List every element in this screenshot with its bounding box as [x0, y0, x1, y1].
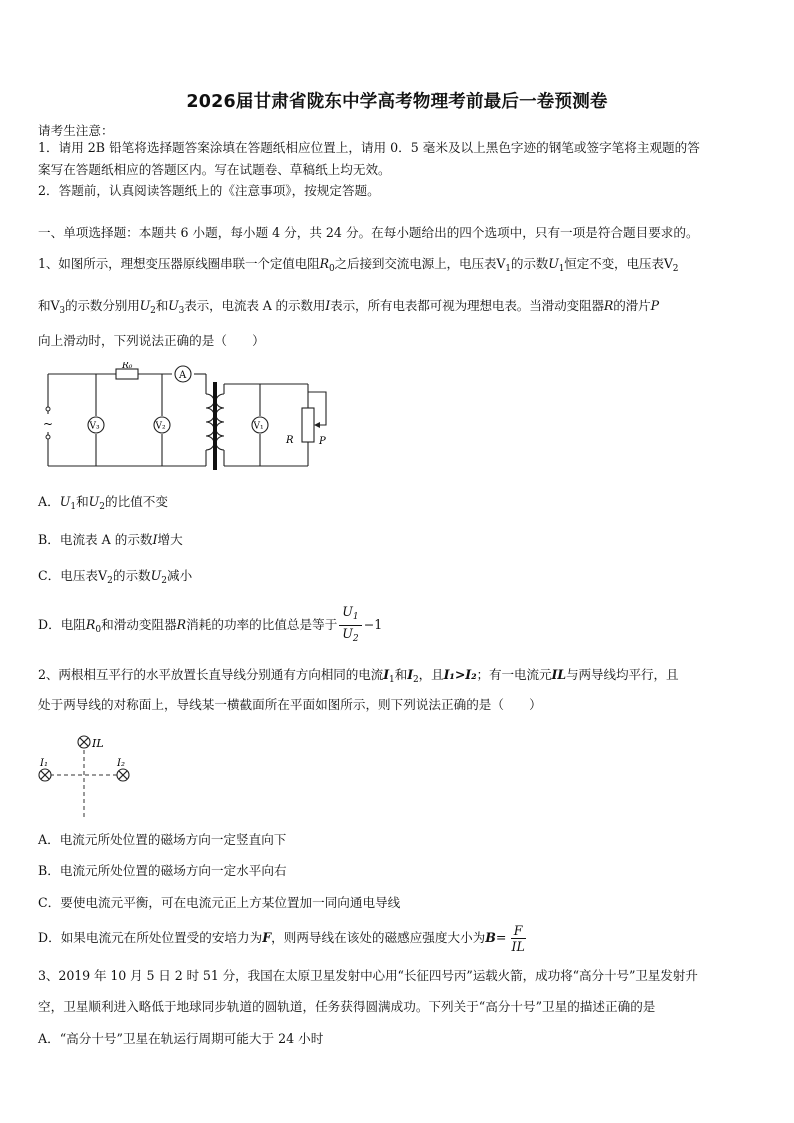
notice-item-2: 2．答题前，认真阅读答题纸上的《注意事项》，按规定答题。 — [38, 183, 380, 198]
q2-option-a: A．电流元所处位置的磁场方向一定竖直向下 — [38, 832, 287, 847]
wire-i1-icon — [39, 769, 51, 781]
notice-heading: 请考生注意： — [38, 123, 114, 138]
q2-option-b: B．电流元所处位置的磁场方向一定水平向右 — [38, 863, 287, 878]
q2-option-c: C．要使电流元平衡，可在电流元正上方某位置加一同向通电导线 — [38, 895, 401, 910]
current-element-icon — [78, 736, 90, 748]
i2-label: I₂ — [117, 758, 125, 769]
section-heading: 一、单项选择题：本题共 6 小题，每小题 4 分，共 24 分。在每小题给出的四个选项中，只有一项是符合题目要求的。 — [38, 225, 699, 240]
source-terminal-bottom — [46, 435, 50, 439]
voltmeter-v2-label: V₂ — [155, 421, 166, 432]
page-title: 2026届甘肃省陇东中学高考物理考前最后一卷预测卷 — [186, 92, 608, 112]
q1-stem-line3: 向上滑动时，下列说法正确的是（ ） — [38, 333, 265, 348]
q1-option-c: C．电压表$V_2$的示数$U_2$减小 — [38, 568, 193, 586]
q1-option-b: B．电流表 A 的示数I增大 — [38, 532, 183, 547]
ac-source-symbol: ~ — [43, 417, 54, 431]
wire-i2-icon — [117, 769, 129, 781]
rheostat-r — [302, 408, 314, 442]
q1-option-d: D．电阻$R_0$和滑动变阻器R消耗的功率的比值总是等于 $\frac{U_1}{U_2}$ −1 — [38, 604, 382, 649]
slider-label: P — [319, 436, 326, 447]
q3-stem-line2: 空，卫星顺利进入略低于地球同步轨道的圆轨道，任务获得圆满成功。下列关于“高分十号”卫星的描述正确的是 — [38, 999, 656, 1014]
voltmeter-v3-label: V₃ — [89, 421, 100, 432]
q1-option-a: A．$U_1$和$U_2$的比值不变 — [38, 494, 168, 512]
q3-stem-line1: 3、2019 年 10 月 5 日 2 时 51 分，我国在太原卫星发射中心用“长征四号丙”运载火箭，成功将“高分十号”卫星发射升 — [38, 968, 698, 983]
q3-option-a: A．“高分十号”卫星在轨运行周期可能大于 24 小时 — [38, 1031, 324, 1046]
transformer-circuit-diagram — [40, 362, 340, 474]
notice-item-1b: 案写在答题纸相应的答题区内。写在试题卷、草稿纸上均无效。 — [38, 162, 391, 177]
q2-option-d: D．如果电流元在所处位置受的安培力为F，则两导线在该处的磁感应强度大小为B= $\frac{F}{IL}$ — [38, 919, 530, 957]
i1-label: I₁ — [40, 758, 48, 769]
q2-stem-line1: 2、两根相互平行的水平放置长直导线分别通有方向相同的电流$I_1$和$I_2$，且I₁>I₂；有一电流元IL与两导线均平行，且 — [38, 667, 679, 685]
parallel-wires-diagram — [34, 728, 144, 824]
q1-stem-line2: 和$V_3$的示数分别用$U_2$和$U_3$表示，电流表 A 的示数用I表示，所有电表都可视为理想电表。当滑动变阻器R的滑片P — [38, 298, 659, 316]
notice-item-1a: 1．请用 2B 铅笔将选择题答案涂填在答题纸相应位置上，请用 0．5 毫米及以上黑色字迹的钢笔或签字笔将主观题的答 — [38, 140, 700, 155]
source-terminal-top — [46, 407, 50, 411]
voltmeter-v1-label: V₁ — [253, 421, 264, 432]
q2-stem-line2: 处于两导线的对称面上，导线某一横截面所在平面如图所示，则下列说法正确的是（ ） — [38, 697, 542, 712]
ratio-fraction: $\frac{U_1}{U_2}$ — [339, 604, 361, 647]
slider-arrow-icon — [314, 422, 320, 428]
q1-stem-line1: 1、如图所示，理想变压器原线圈串联一个定值电阻$R_0$之后接到交流电源上，电压表$V_1$的示数$U_1$恒定不变，电压表$V_2$ — [38, 256, 679, 274]
il-label: IL — [92, 737, 104, 750]
r0-label: R₀ — [122, 362, 133, 371]
rheostat-label: R — [286, 435, 294, 446]
b-field-fraction: $\frac{F}{IL}$ — [511, 923, 525, 954]
ammeter-label: A — [179, 370, 187, 381]
